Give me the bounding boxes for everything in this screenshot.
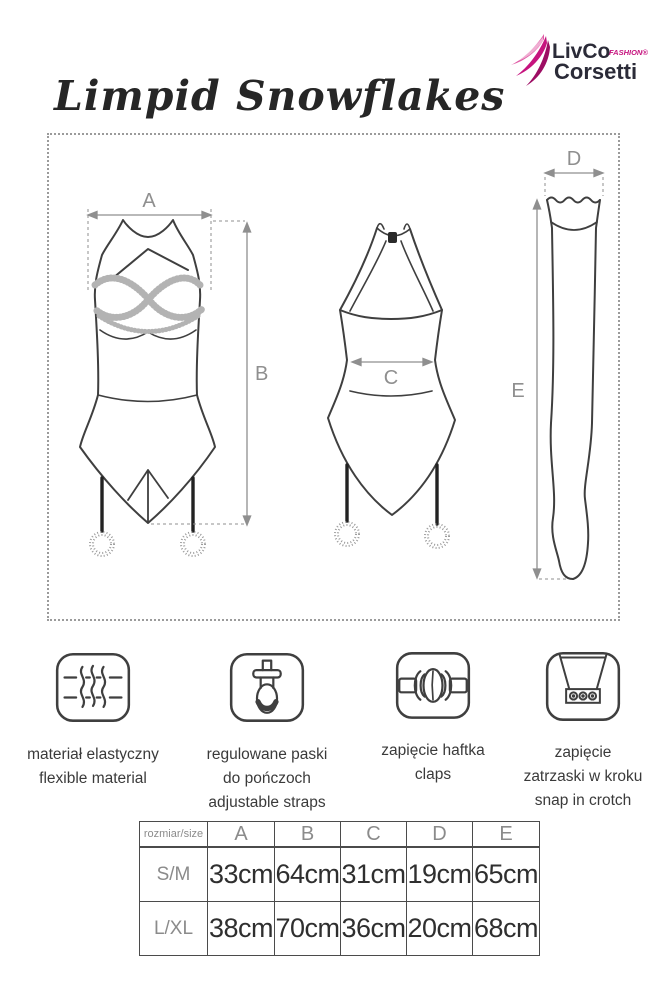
value-cell: 65cm bbox=[473, 848, 540, 902]
value-cell: 64cm bbox=[275, 848, 341, 902]
table-row-sm bbox=[140, 848, 540, 902]
elastic-material-icon bbox=[54, 648, 132, 728]
dimension-c-label: C bbox=[383, 367, 399, 389]
header-cell-c: C bbox=[341, 822, 407, 847]
page-title: Limpid Snowflakes bbox=[54, 72, 506, 120]
clasp-icon bbox=[394, 648, 472, 724]
value-cell: 68cm bbox=[473, 902, 540, 956]
feature-label-line: zapięcie bbox=[554, 744, 612, 761]
header-cell-d: D bbox=[407, 822, 473, 847]
value-cell: 33cm bbox=[208, 848, 275, 902]
value-cell: 20cm bbox=[407, 902, 473, 956]
feature-label-line: zapięcie haftka bbox=[381, 742, 485, 759]
value-cell: 38cm bbox=[208, 902, 275, 956]
header-cell-a: A bbox=[208, 822, 275, 847]
pompom-icons-back bbox=[335, 522, 449, 548]
size-table-header bbox=[139, 821, 540, 847]
bodysuit-front-drawing bbox=[80, 220, 215, 531]
feature-label-line: flexible material bbox=[39, 770, 147, 787]
adjustable-straps-icon bbox=[228, 648, 306, 728]
feature-label-line: do pończoch bbox=[223, 770, 311, 787]
dimension-d-label: D bbox=[566, 148, 582, 170]
size-cell: S/M bbox=[140, 848, 208, 902]
logo-corsetti-text: Corsetti bbox=[554, 59, 638, 84]
feature-adjustable-straps bbox=[179, 648, 355, 815]
snap-crotch-icon bbox=[544, 648, 622, 726]
value-cell: 36cm bbox=[341, 902, 407, 956]
size-diagram bbox=[47, 133, 618, 619]
dimension-e-label: E bbox=[511, 380, 525, 402]
size-table bbox=[139, 847, 540, 956]
feature-label-line: claps bbox=[414, 766, 452, 783]
feature-label-line: regulowane paski bbox=[206, 746, 328, 763]
value-cell: 31cm bbox=[341, 848, 407, 902]
logo-livco-text: LivCo bbox=[552, 40, 611, 63]
dimension-b-label: B bbox=[255, 363, 269, 385]
dimension-a-label: A bbox=[142, 190, 156, 212]
value-cell: 19cm bbox=[407, 848, 473, 902]
table-row-lxl bbox=[140, 902, 540, 956]
size-cell: L/XL bbox=[140, 902, 208, 956]
feature-elastic-material bbox=[5, 648, 181, 791]
logo-fashion-text: FASHION® bbox=[609, 48, 648, 57]
header-cell-b: B bbox=[275, 822, 341, 847]
feature-label-line: zatrzaski w kroku bbox=[523, 768, 643, 785]
table-row bbox=[140, 822, 540, 847]
feature-label-line: snap in crotch bbox=[534, 792, 632, 809]
feature-label-line: adjustable straps bbox=[208, 794, 326, 811]
feature-snap-crotch bbox=[495, 648, 667, 813]
pompom-icons bbox=[90, 532, 205, 556]
header-cell-e: E bbox=[473, 822, 540, 847]
value-cell: 70cm bbox=[275, 902, 341, 956]
feature-label-line: materiał elastyczny bbox=[27, 746, 159, 763]
header-cell-size: rozmiar/size bbox=[140, 822, 208, 847]
stocking-drawing bbox=[547, 198, 600, 580]
